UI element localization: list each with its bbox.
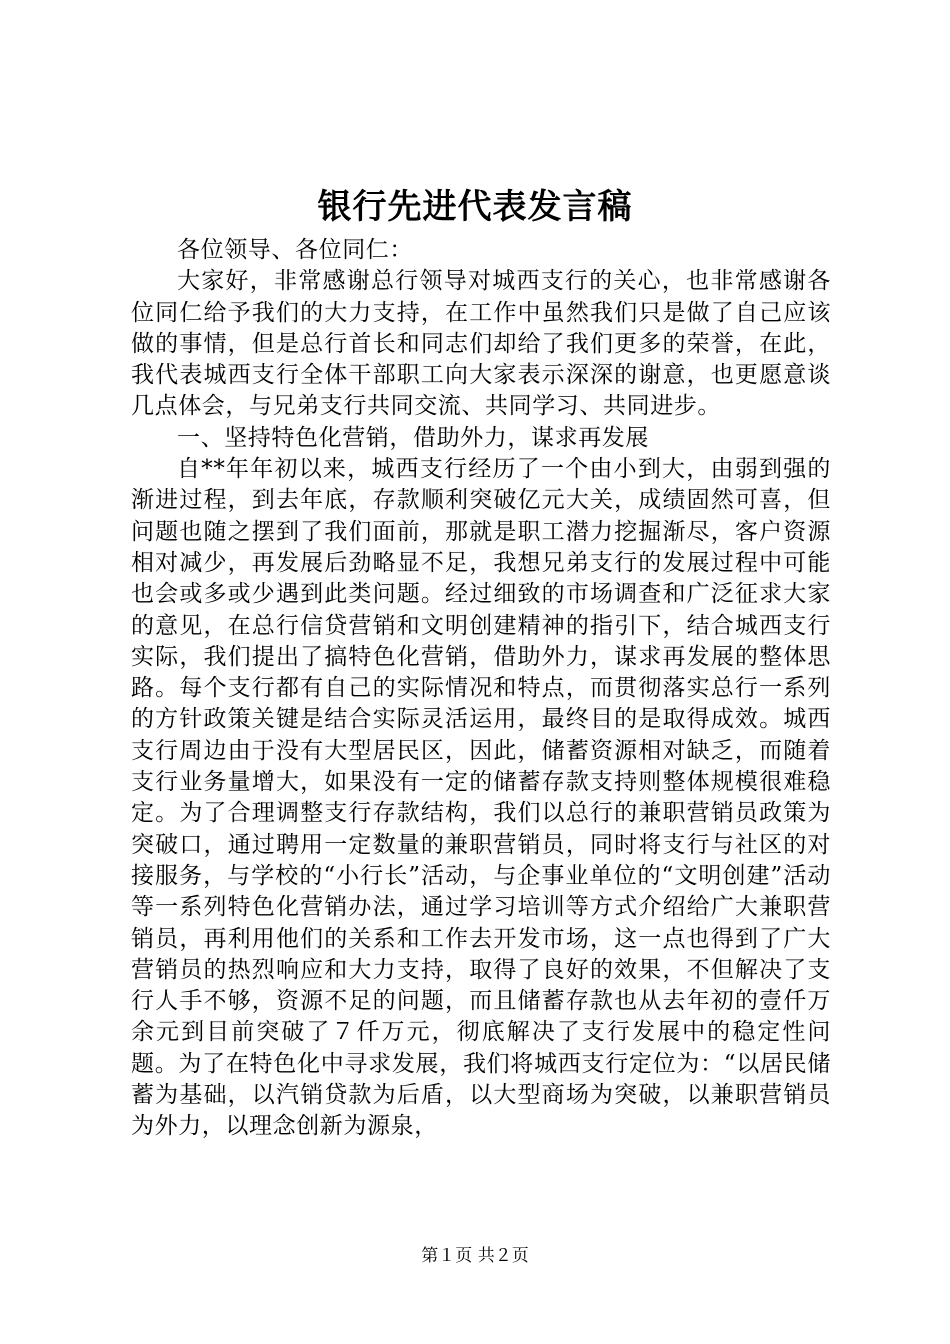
document-title: 银行先进代表发言稿	[317, 187, 633, 227]
section-heading: 一、坚持特色化营销，借助外力，谋求再发展	[177, 424, 649, 451]
page-footer: 第１页 共２页	[421, 1246, 529, 1266]
document-body	[131, 235, 831, 1143]
body-paragraph: 自**年年初以来，城西支行经历了一个由小到大，由弱到强的渐进过程，到去年底，存款顺利突破亿元大关，成绩固然可喜，但问题也随之摆到了我们面前，那就是职工潜力挖掘渐尽，客户资源相对减少，再发展后劲略显不足，我想兄弟支行的发展过程中可能也会或多或少遇到此类问题。经过细致的市场调查和广泛征求大家的意见，在总行信贷营销和文明创建精神的指引下，结合城西支行实际，我们提出了搞特色化营销，借助外力，谋求再发展的整体思路。每个支行都有自己的实际情况和特点，而贯彻落实总行一系列的方针政策关键是结合实际灵活运用，最终目的是取得成效。城西支行周边由于没有大型居民区，因此，储蓄资源相对缺乏，而随着支行业务量增大，如果没有一定的储蓄存款支持则整体规模很难稳定。为了合理调整支行存款结构，我们以总行的兼职营销员政策为突破口，通过聘用一定数量的兼职营销员，同时将支行与社区的对接服务，与学校的“小行长”活动，与企事业单位的“文明创建”活动等一系列特色化营销办法，通过学习培训等方式介绍给广大兼职营销员，再利用他们的关系和工作去开发市场，这一点也得到了广大营销员的热烈响应和大力支持，取得了良好的效果，不但解决了支行人手不够，资源不足的问题，而且储蓄存款也从去年初的壹仟万余元到目前突破了７仟万元，彻底解决了支行发展中的稳定性问题。为了在特色化中寻求发展，我们将城西支行定位为：“以居民储蓄为基础，以汽销贷款为后盾，以大型商场为突破，以兼职营销员为外力，以理念创新为源泉，	[131, 456, 831, 1140]
salutation-paragraph: 各位领导、各位同仁：	[177, 237, 413, 263]
opening-paragraph: 大家好，非常感谢总行领导对城西支行的关心，也非常感谢各位同仁给予我们的大力支持，在工作中虽然我们只是做了自己应该做的事情，但是总行首长和同志们却给了我们更多的荣誉，在此，我代表城西支行全体干部职工向大家表示深深的谢意，也更愿意谈几点体会，与兄弟支行共同交流、共同学习、共同进步。	[131, 268, 831, 420]
